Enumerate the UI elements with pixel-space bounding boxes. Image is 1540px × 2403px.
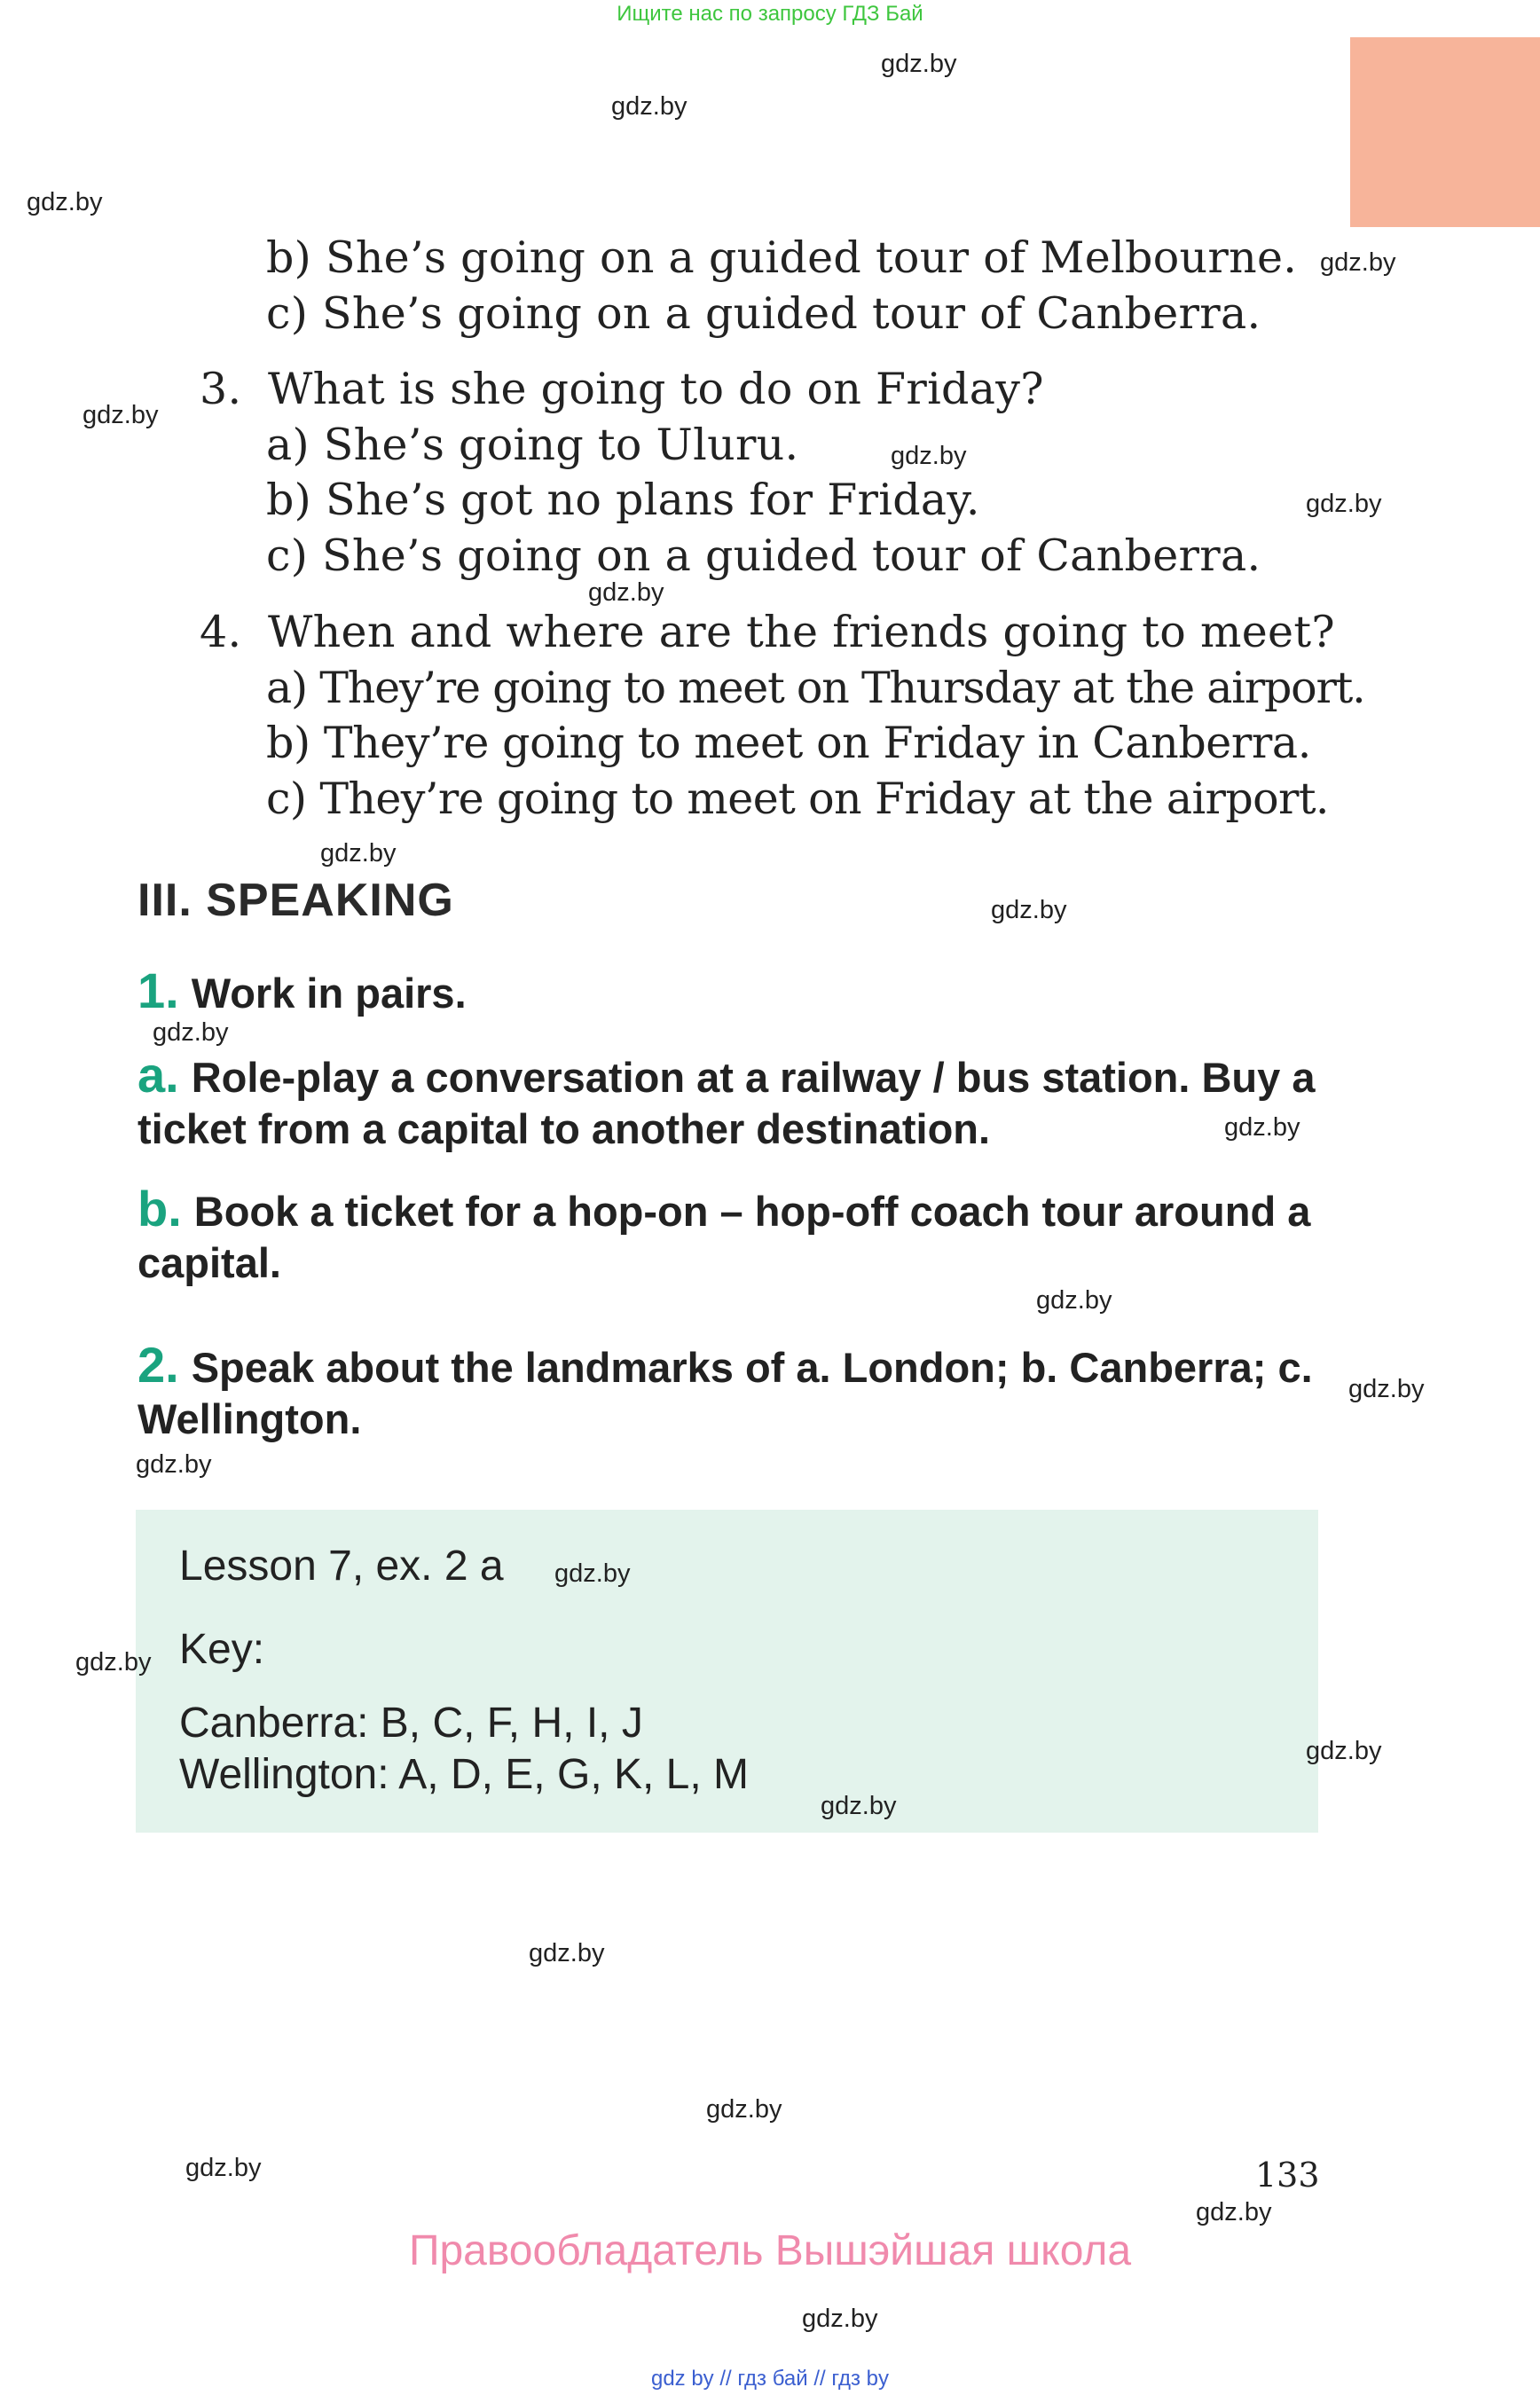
q4-option-b: b) They’re going to meet on Friday in Canberra. — [266, 718, 1311, 768]
watermark: gdz.by — [1306, 490, 1382, 518]
watermark: gdz.by — [27, 188, 103, 216]
watermark: gdz.by — [991, 896, 1067, 924]
watermark: gdz.by — [1224, 1113, 1300, 1142]
watermark: gdz.by — [802, 2305, 878, 2333]
task-1b-letter: b. — [138, 1181, 182, 1237]
page-number: 133 — [1255, 2156, 1320, 2195]
q3-option-b: b) She’s got no plans for Friday. — [266, 475, 980, 525]
q4-option-a: a) They’re going to meet on Thursday at the airport. — [266, 663, 1365, 713]
key-canberra: Canberra: B, C, F, H, I, J — [179, 1700, 643, 1747]
watermark: gdz.by — [1320, 248, 1396, 277]
top-banner-link[interactable]: Ищите нас по запросу ГДЗ Бай — [617, 2, 923, 26]
footer-links[interactable]: gdz by // гдз бай // гдз by — [650, 2367, 890, 2391]
task-1a-letter: a. — [138, 1047, 179, 1103]
q2-option-b: b) She’s going on a guided tour of Melbourne. — [266, 232, 1298, 283]
key-label: Key: — [179, 1626, 265, 1673]
q4-option-c: c) They’re going to meet on Friday at the airport. — [266, 774, 1329, 824]
watermark: gdz.by — [554, 1559, 631, 1588]
task-1-number: 1. — [138, 962, 179, 1018]
watermark: gdz.by — [891, 442, 967, 470]
q3-option-a: a) She’s going to Uluru. — [266, 420, 799, 470]
watermark: gdz.by — [153, 1018, 229, 1047]
watermark: gdz.by — [185, 2154, 262, 2182]
task-2 — [138, 1339, 1317, 1445]
section-title-speaking: III. SPEAKING — [138, 875, 454, 926]
watermark: gdz.by — [881, 50, 957, 78]
key-lesson-ref: Lesson 7, ex. 2 a — [179, 1543, 504, 1590]
task-1a — [138, 1049, 1317, 1155]
watermark: gdz.by — [75, 1648, 152, 1677]
watermark: gdz.by — [1196, 2198, 1272, 2226]
q4-question: When and where are the friends going to meet? — [268, 607, 1335, 657]
watermark: gdz.by — [82, 401, 159, 429]
watermark: gdz.by — [1348, 1375, 1425, 1403]
task-1b-text: Book a ticket for a hop-on – hop-off coach tour around a capital. — [138, 1188, 1311, 1286]
key-wellington: Wellington: A, D, E, G, K, L, M — [179, 1751, 750, 1798]
watermark: gdz.by — [136, 1450, 212, 1479]
task-1-text: Work in pairs. — [191, 970, 467, 1017]
watermark: gdz.by — [588, 578, 664, 607]
q3-question: What is she going to do on Friday? — [268, 364, 1044, 414]
page-corner-tab — [1350, 37, 1540, 227]
q3-option-c: c) She’s going on a guided tour of Canberra. — [266, 530, 1261, 581]
task-2-text: Speak about the landmarks of a. London; b. Canberra; c. Wellington. — [138, 1344, 1313, 1442]
task-1b — [138, 1183, 1317, 1289]
task-1a-text: Role-play a conversation at a railway / bus station. Buy a ticket from a capital to another destination. — [138, 1054, 1316, 1152]
q3-number: 3. — [200, 364, 242, 414]
watermark: gdz.by — [1306, 1737, 1382, 1765]
q2-option-c: c) She’s going on a guided tour of Canberra. — [266, 288, 1261, 339]
watermark: gdz.by — [1036, 1286, 1112, 1315]
watermark: gdz.by — [529, 1939, 605, 1967]
watermark: gdz.by — [706, 2095, 782, 2124]
watermark: gdz.by — [611, 92, 688, 121]
copyright-notice: Правообладатель Вышэйшая школа — [408, 2227, 1132, 2274]
task-1 — [138, 962, 1317, 1019]
q4-number: 4. — [200, 607, 242, 657]
watermark: gdz.by — [821, 1792, 897, 1820]
watermark: gdz.by — [320, 839, 397, 868]
task-2-number: 2. — [138, 1337, 179, 1393]
